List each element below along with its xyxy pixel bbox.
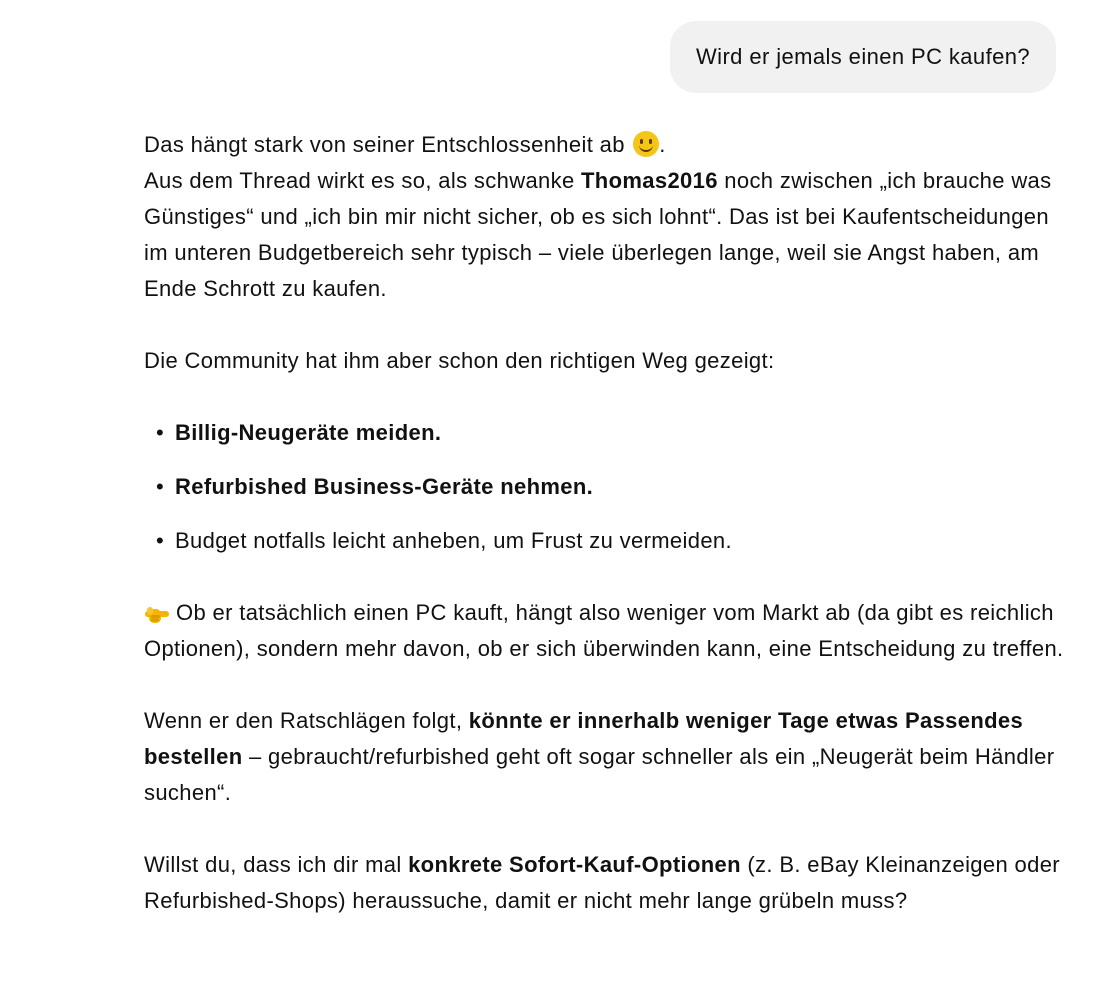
response-paragraph-3 (144, 595, 1064, 667)
assistant-response (144, 127, 1064, 955)
list-item (144, 523, 1064, 559)
response-intro-text: Das hängt stark von seiner Entschlossenheit ab (144, 132, 632, 157)
response-paragraph-3-text: Ob er tatsächlich einen PC kauft, hängt also weniger vom Markt ab (da gibt es reichlich Optionen), sondern mehr davon, ob er sich überwinden kann, eine Entscheidung zu treffen. (144, 600, 1064, 661)
response-thread-text-post: noch zwischen „ich brauche was Günstiges“ und „ich bin mir nicht sicher, ob es sich lohnt“. Das ist bei Kaufentscheidungen im unteren Budgetbereich sehr typisch – viele überlegen lange, weil sie Angst haben, am Ende Schrott zu kaufen. (144, 168, 1052, 301)
bullet-marker: • (156, 420, 165, 445)
response-paragraph-5 (144, 847, 1064, 919)
response-intro-end: . (659, 132, 666, 157)
smiling-face-icon (633, 131, 659, 157)
response-p5-bold: konkrete Sofort-Kauf-Optionen (408, 852, 741, 877)
list-item-text: Billig-Neugeräte meiden. (175, 420, 442, 445)
user-message-bubble (670, 21, 1056, 93)
response-p5-pre: Willst du, dass ich dir mal (144, 852, 409, 877)
pointing-right-icon (144, 602, 172, 624)
response-paragraph-2: Die Community hat ihm aber schon den richtigen Weg gezeigt: (144, 348, 775, 373)
list-item-text: Refurbished Business-Geräte nehmen. (175, 474, 594, 499)
username-mention: Thomas2016 (581, 168, 718, 193)
response-p5-post: (z. B. eBay Kleinanzeigen oder Refurbished-Shops) heraussuche, damit er nicht mehr lange grübeln muss? (144, 852, 1060, 913)
response-p4-post: – gebraucht/refurbished geht oft sogar schneller als ein „Neugerät beim Händler suchen“. (144, 744, 1055, 805)
bullet-marker: • (156, 474, 165, 499)
response-paragraph-1 (144, 127, 1064, 307)
response-p4-pre: Wenn er den Ratschlägen folgt, (144, 708, 469, 733)
list-item-text: Budget notfalls leicht anheben, um Frust zu vermeiden. (175, 528, 732, 553)
bullet-marker: • (156, 528, 165, 553)
advice-list (144, 415, 1064, 559)
response-thread-text-pre: Aus dem Thread wirkt es so, als schwanke (144, 168, 582, 193)
response-p4-bold: könnte er innerhalb weniger Tage etwas Passendes bestellen (144, 708, 1024, 769)
user-message-text: Wird er jemals einen PC kaufen? (696, 44, 1030, 69)
list-item (144, 415, 1064, 451)
list-item (144, 469, 1064, 505)
response-paragraph-4 (144, 703, 1064, 811)
